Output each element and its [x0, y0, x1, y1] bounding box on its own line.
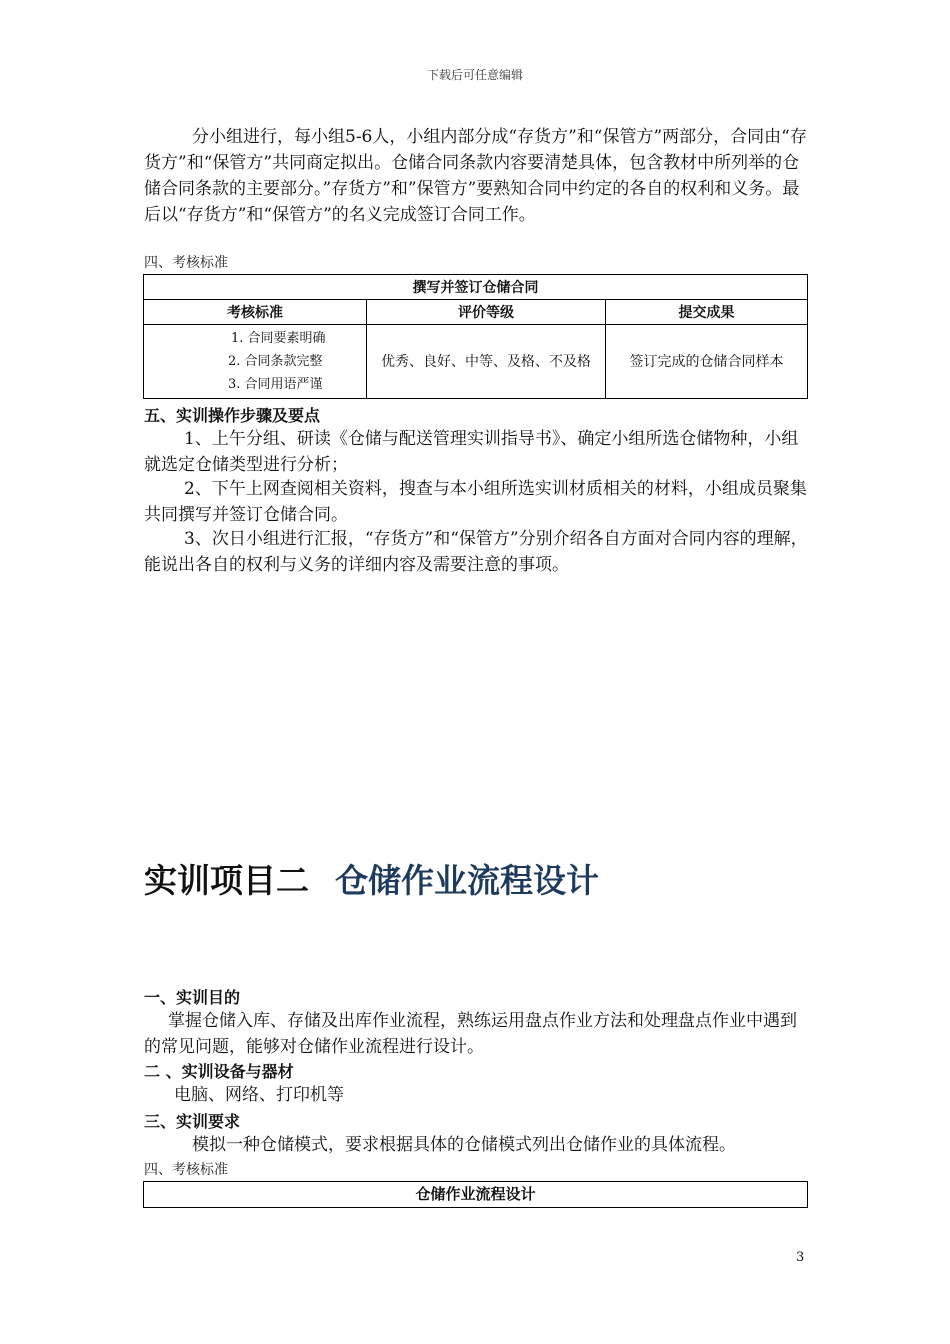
criteria-list	[144, 325, 366, 398]
table1-grade-cell: 优秀、良好、中等、及格、不及格	[367, 325, 606, 399]
table2-title: 仓储作业流程设计	[143, 1181, 808, 1208]
table1-deliverable-cell: 签订完成的仓储合同样本	[606, 325, 808, 399]
project2-title-main: 仓储作业流程设计	[335, 861, 599, 900]
project2-title-prefix: 实训项目二	[144, 861, 309, 900]
assessment-table-1	[143, 274, 808, 399]
page-number: 3	[796, 1250, 805, 1265]
project2-s1-heading: 一、实训目的	[144, 988, 241, 1007]
project2-s2-heading: 二 、实训设备与器材	[144, 1062, 294, 1081]
criteria-item: 3. 合同用语严谨	[228, 377, 323, 392]
project2-s2-text: 电脑、网络、打印机等	[174, 1085, 344, 1105]
table1-criteria-cell	[144, 325, 367, 399]
project2-s4-heading: 四、考核标准	[144, 1162, 228, 1178]
criteria-item: 2. 合同条款完整	[228, 354, 323, 369]
step-2: 2、下午上网查阅相关资料，搜查与本小组所选实训材质相关的材料，小组成员聚集共同撰写并签订仓储合同。	[144, 479, 807, 525]
table1-title: 撰写并签订仓储合同	[144, 275, 808, 300]
step-3: 3、次日小组进行汇报，“存货方”和“保管方”分别介绍各自方面对合同内容的理解，能说出各自的权利与义务的详细内容及需要注意的事项。	[144, 529, 808, 575]
table1-header-deliverable: 提交成果	[606, 300, 808, 325]
table1-header-criteria: 考核标准	[144, 300, 367, 325]
intro-paragraph: 分小组进行，每小组5-6人，小组内部分成“存货方”和“保管方”两部分，合同由“存货方”和“保管方”共同商定拟出。仓储合同条款内容要清楚具体，包含教材中所列举的仓储合同条款的主要部分。”存货方”和”保管方”要熟知合同中约定的各自的权利和义务。最后以“存货方”和“保管方”的名义完成签订合同工作。	[144, 127, 807, 225]
project2-s1-text: 掌握仓储入库、存储及出库作业流程，熟练运用盘点作业方法和处理盘点作业中遇到的常见问题，能够对仓储作业流程进行设计。	[144, 1011, 797, 1057]
criteria-item: 1. 合同要素明确	[231, 331, 326, 346]
assessment-heading-1: 四、考核标准	[144, 255, 228, 271]
page-header: 下载后可任意编辑	[426, 68, 523, 82]
project2-s3-text: 模拟一种仓储模式，要求根据具体的仓储模式列出仓储作业的具体流程。	[192, 1135, 736, 1155]
section5-heading: 五、实训操作步骤及要点	[144, 406, 321, 425]
project2-title	[144, 855, 599, 902]
table1-header-grade: 评价等级	[367, 300, 606, 325]
step-1: 1、上午分组、研读《仓储与配送管理实训指导书》、确定小组所选仓储物种，小组就选定仓储类型进行分析；	[144, 429, 799, 475]
project2-s3-heading: 三、实训要求	[144, 1112, 241, 1131]
